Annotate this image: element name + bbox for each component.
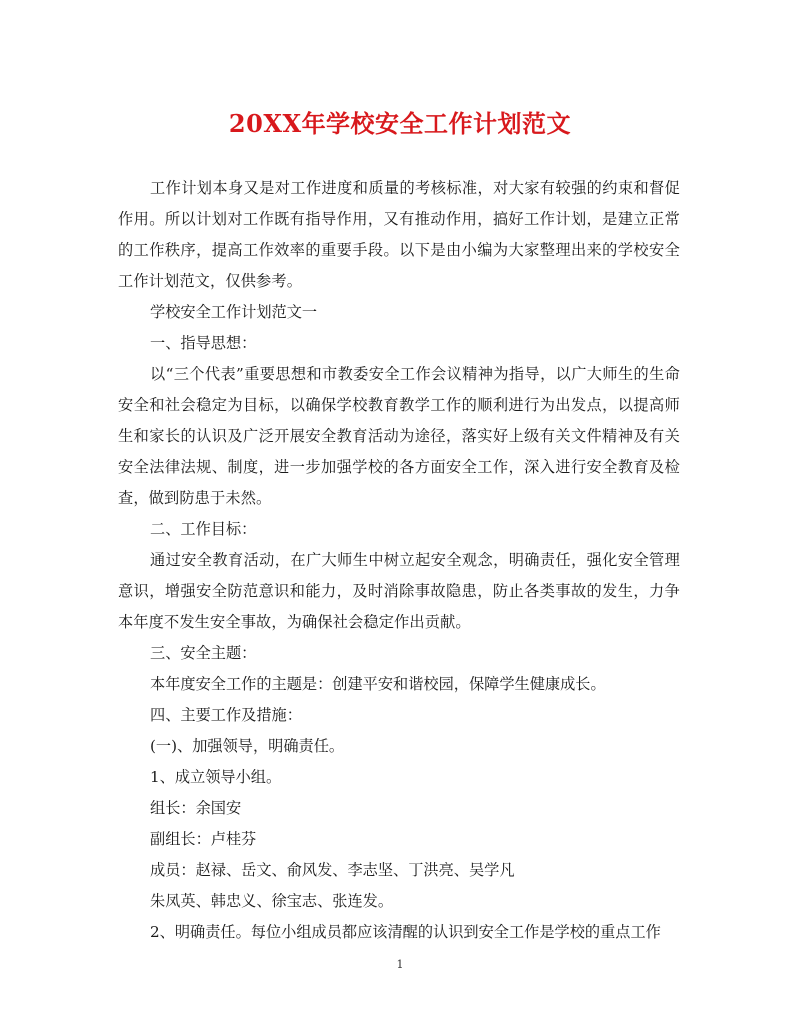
list-item-clarify-responsibility: 2、明确责任。每位小组成员都应该清醒的认识到安全工作是学校的重点工作	[150, 923, 661, 941]
safety-theme-paragraph: 本年度安全工作的主题是：创建平安和谐校园，保障学生健康成长。	[150, 675, 606, 693]
work-goals-paragraph: 通过安全教育活动，在广大师生中树立起安全观念，明确责任，强化安全管理意识，增强安全防范意识和能力，及时消除事故隐患，防止各类事故的发生，力争本年度不发生安全事故，为确保社会稳定作出贡献。	[118, 551, 680, 631]
document-title: 20XX年学校安全工作计划范文	[228, 109, 572, 138]
section-heading-work-goals: 二、工作目标：	[150, 520, 257, 538]
section-subtitle: 学校安全工作计划范文一	[150, 303, 318, 321]
subsection-heading-leadership: (一)、加强领导，明确责任。	[150, 737, 345, 755]
intro-paragraph: 工作计划本身又是对工作进度和质量的考核标准，对大家有较强的约束和督促作用。所以计划对工作既有指导作用，又有推动作用，搞好工作计划，是建立正常的工作秩序，提高工作效率的重要手段。以下是由小编为大家整理出来的学校安全工作计划范文，仅供参考。	[118, 179, 680, 290]
members-continuation-line: 朱凤英、韩忠义、徐宝志、张连发。	[150, 892, 393, 910]
section-heading-main-work: 四、主要工作及措施：	[150, 706, 302, 724]
section-heading-guiding-thought: 一、指导思想：	[150, 334, 257, 352]
leader-line: 组长：余国安	[150, 799, 242, 817]
document-body	[118, 173, 680, 948]
page-number: 1	[396, 958, 404, 971]
members-line: 成员：赵禄、岳文、俞风发、李志坚、丁洪亮、吴学凡	[150, 861, 515, 879]
deputy-leader-line: 副组长：卢桂芬	[150, 830, 257, 848]
list-item-leadership-group: 1、成立领导小组。	[150, 768, 282, 786]
guiding-thought-paragraph: 以“三个代表”重要思想和市教委安全工作会议精神为指导，以广大师生的生命安全和社会稳定为目标，以确保学校教育教学工作的顺利进行为出发点，以提高师生和家长的认识及广泛开展安全教育活动为途径，落实好上级有关文件精神及有关安全法律法规、制度，进一步加强学校的各方面安全工作，深入进行安全教育及检查，做到防患于未然。	[118, 365, 680, 507]
section-heading-safety-theme: 三、安全主题：	[150, 644, 257, 662]
